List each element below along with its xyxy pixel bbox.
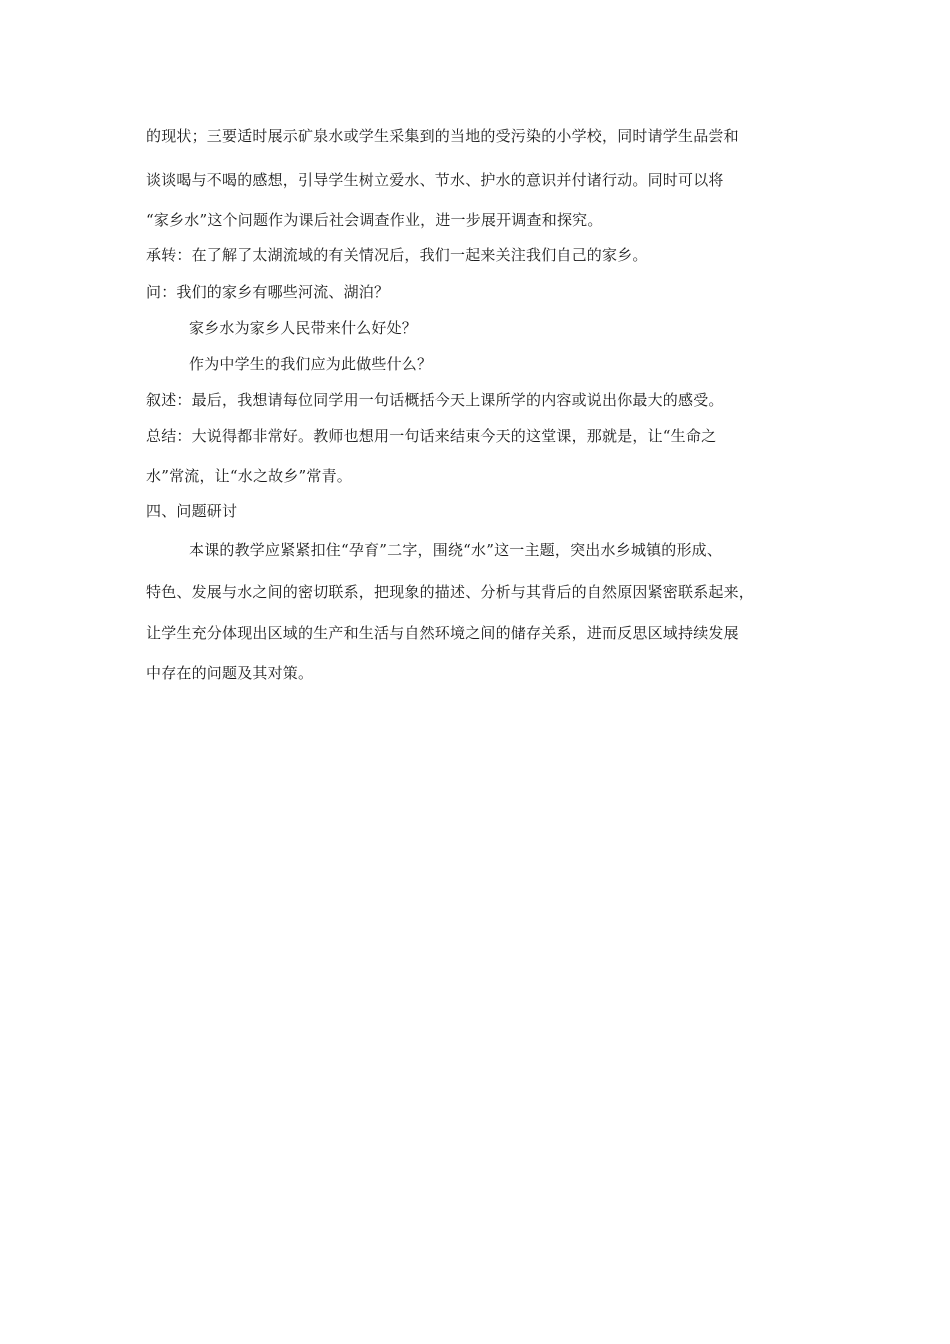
question-line-1: 问：我们的家乡有哪些河流、湖泊？ xyxy=(146,283,390,301)
question-line-2: 家乡水为家乡人民带来什么好处？ xyxy=(189,319,418,337)
discussion-line-4: 中存在的问题及其对策。 xyxy=(146,664,314,682)
question-line-3: 作为中学生的我们应为此做些什么？ xyxy=(189,355,433,373)
discussion-line-2: 特色、发展与水之间的密切联系，把现象的描述、分析与其背后的自然原因紧密联系起来， xyxy=(146,583,755,601)
paragraph-line-1: 的现状；三要适时展示矿泉水或学生采集到的当地的受污染的小学校，同时请学生品尝和 xyxy=(146,127,739,145)
summary-line-2: 水”常流，让“水之故乡”常青。 xyxy=(146,467,353,485)
narration-line: 叙述：最后，我想请每位同学用一句话概括今天上课所学的内容或说出你最大的感受。 xyxy=(146,391,724,409)
paragraph-line-2: 谈谈喝与不喝的感想，引导学生树立爱水、节水、护水的意识并付诸行动。同时可以将 xyxy=(146,171,724,189)
transition-line: 承转：在了解了太湖流域的有关情况后，我们一起来关注我们自己的家乡。 xyxy=(146,246,648,264)
section-heading: 四、问题研讨 xyxy=(146,502,238,520)
paragraph-line-3: “家乡水”这个问题作为课后社会调查作业，进一步展开调查和探究。 xyxy=(146,211,603,229)
discussion-line-3: 让学生充分体现出区域的生产和生活与自然环境之间的储存关系，进而反思区域持续发展 xyxy=(146,624,739,642)
discussion-line-1: 本课的教学应紧紧扣住“孕育”二字，围绕“水”这一主题，突出水乡城镇的形成、 xyxy=(189,541,723,559)
summary-line-1: 总结：大说得都非常好。教师也想用一句话来结束今天的这堂课，那就是，让“生命之 xyxy=(146,427,717,445)
